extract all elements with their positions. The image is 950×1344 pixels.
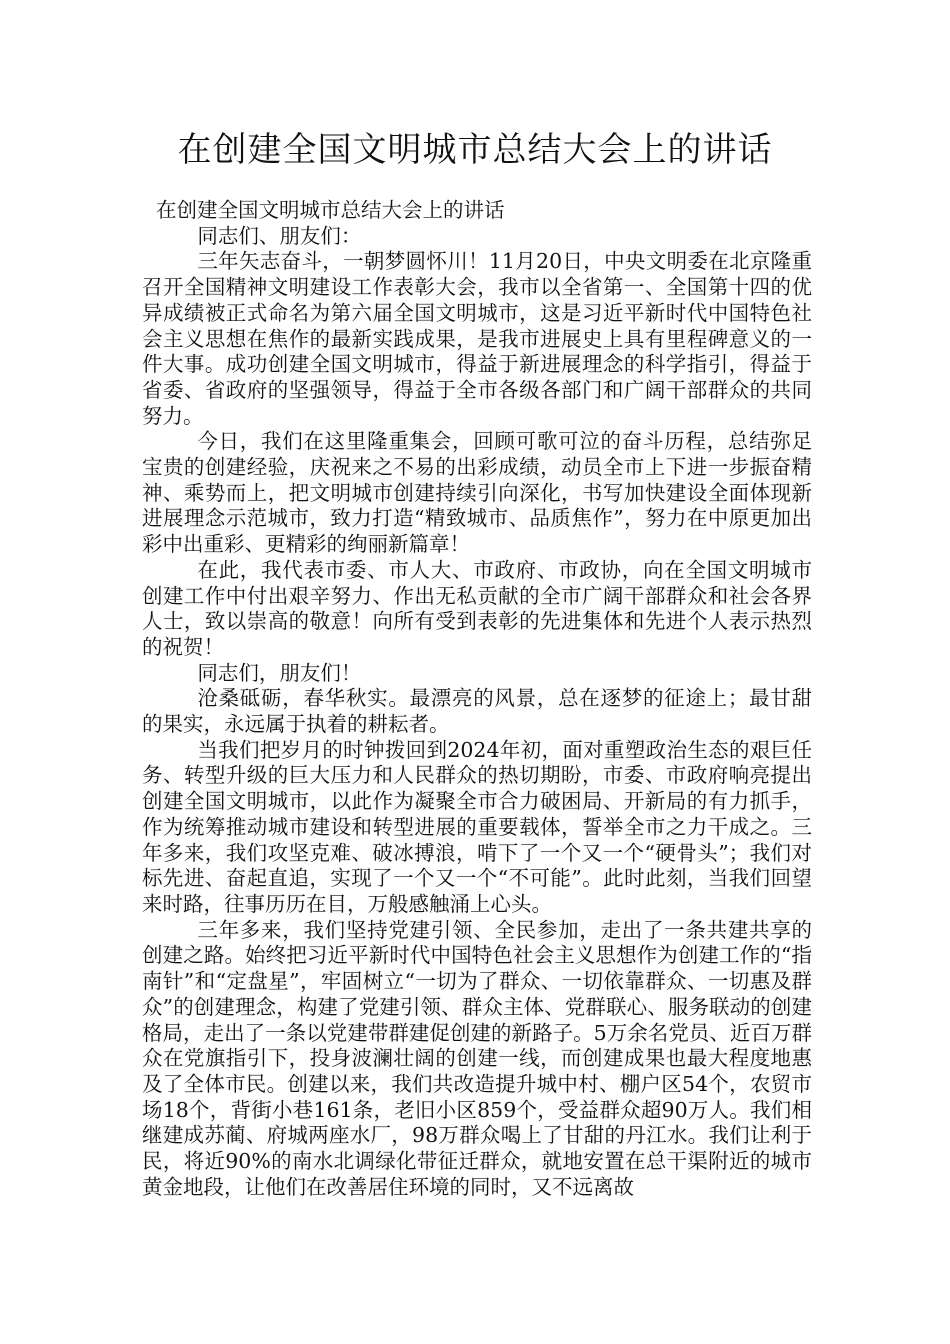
body-paragraph: 在此，我代表市委、市人大、市政府、市政协，向在全国文明城市创建工作中付出艰辛努力、作出无私贡献的全市广阔干部群众和社会各界人士，致以崇高的敬意！向所有受到表彰的先进集体和先进个人表示热烈的祝贺！ [142, 557, 812, 659]
salutation-paragraph: 同志们、朋友们： [197, 223, 362, 248]
document-title: 在创建全国文明城市总结大会上的讲话 [177, 130, 773, 170]
salutation-paragraph: 同志们，朋友们！ [197, 660, 362, 685]
body-paragraph: 三年多来，我们坚持党建引领、全民参加，走出了一条共建共享的创建之路。始终把习近平新时代中国特色社会主义思想作为创建工作的“指南针”和“定盘星”，牢固树立“一切为了群众、一切依靠群众、一切惠及群众”的创建理念，构建了党建引领、群众主体、党群联心、服务联动的创建格局，走出了一条以党建带群建促创建的新路子。5万余名党员、近百万群众在党旗指引下，投身波澜壮阔的创建一线，而创建成果也最大程度地惠及了全体市民。创建以来，我们共改造提升城中村、棚户区54个，农贸市场18个，背街小巷161条，老旧小区859个，受益群众超90万人。我们相继建成苏蔺、府城两座水厂，98万群众喝上了甘甜的丹江水。我们让利于民，将近90%的南水北调绿化带征迁群众，就地安置在总干渠附近的城市黄金地段，让他们在改善居住环境的同时，又不远离故 [142, 917, 812, 1199]
body-paragraph: 今日，我们在这里隆重集会，回顾可歌可泣的奋斗历程，总结弥足宝贵的创建经验，庆祝来之不易的出彩成绩，动员全市上下进一步振奋精神、乘势而上，把文明城市创建持续引向深化，书写加快建设全面体现新进展理念示范城市，致力打造“精致城市、品质焦作”，努力在中原更加出彩中出重彩、更精彩的绚丽新篇章！ [142, 429, 812, 557]
body-paragraph: 沧桑砥砺，春华秋实。最漂亮的风景，总在逐梦的征途上；最甘甜的果实，永远属于执着的耕耘者。 [142, 686, 812, 737]
body-paragraph: 三年矢志奋斗，一朝梦圆怀川！11月20日，中央文明委在北京隆重召开全国精神文明建设工作表彰大会，我市以全省第一、全国第十四的优异成绩被正式命名为第六届全国文明城市，这是习近平新时代中国特色社会主义思想在焦作的最新实践成果，是我市进展史上具有里程碑意义的一件大事。成功创建全国文明城市，得益于新进展理念的科学指引，得益于省委、省政府的坚强领导，得益于全市各级各部门和广阔干部群众的共同努力。 [142, 249, 812, 428]
document-body [142, 198, 812, 1200]
document-subtitle: 在创建全国文明城市总结大会上的讲话 [156, 198, 505, 222]
body-paragraph: 当我们把岁月的时钟拨回到2024年初，面对重塑政治生态的艰巨任务、转型升级的巨大压力和人民群众的热切期盼，市委、市政府响亮提出创建全国文明城市，以此作为凝聚全市合力破困局、开新局的有力抓手，作为统筹推动城市建设和转型进展的重要载体，誓举全市之力干成之。三年多来，我们攻坚克难、破冰搏浪，啃下了一个又一个“硬骨头”；我们对标先进、奋起直追，实现了一个又一个“不可能”。此时此刻，当我们回望来时路，往事历历在目，万般感触涌上心头。 [142, 737, 812, 916]
